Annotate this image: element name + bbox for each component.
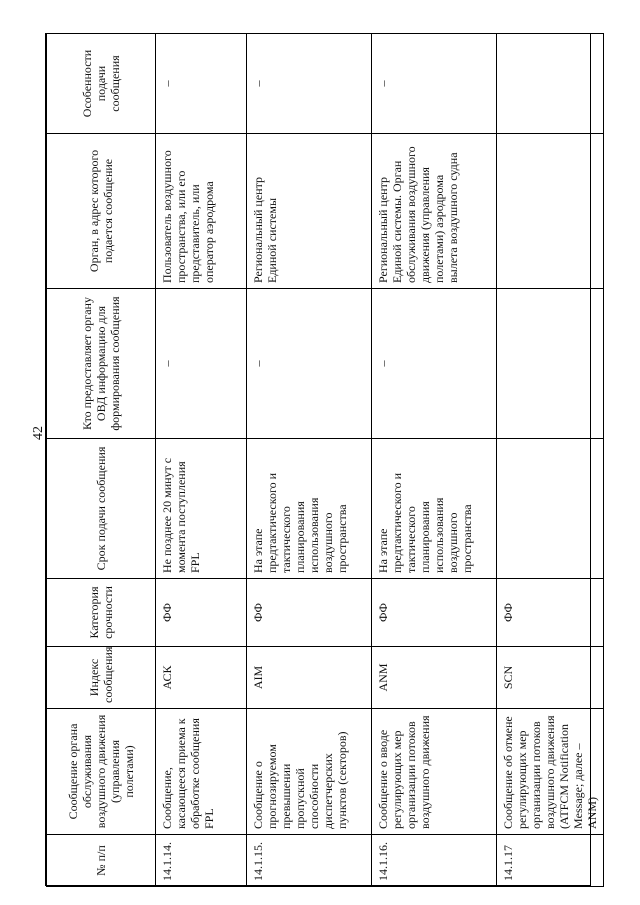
cell-deadline: На этапе предтактического и тактического планирования использования воздушного пространства — [247, 439, 372, 579]
cell-recipient: Пользователь воздушного пространства, или его представитель, или оператор аэродрома — [156, 134, 247, 289]
cell-provider: – — [247, 289, 372, 439]
table-row — [247, 34, 372, 887]
cell-message: Сообщение, касающееся приема к обработке сообщения FPL — [156, 709, 247, 835]
header-num: № п/п — [47, 835, 156, 887]
cell-recipient: Региональный центр Единой системы. Орган обслуживания воздушного движения (управления полетами) аэродрома вылета воздушного судна — [372, 134, 497, 289]
messages-table — [46, 33, 604, 887]
cell-deadline — [497, 439, 604, 579]
cell-num: 14.1.16. — [372, 835, 497, 887]
cell-message: Сообщение о вводе регулирующих мер организации потоков воздушного движения — [372, 709, 497, 835]
header-deadline: Срок подачи сообщения — [47, 439, 156, 579]
cell-urgency: ФФ — [372, 579, 497, 647]
cell-provider: – — [156, 289, 247, 439]
header-recipient: Орган, в адрес которого подается сообщение — [47, 134, 156, 289]
cell-index: SCN — [497, 647, 604, 709]
cell-num: 14.1.17 — [497, 835, 604, 887]
table-row — [497, 34, 604, 887]
cell-urgency: ФФ — [156, 579, 247, 647]
cell-message: Сообщение о прогнозируемом превышении пропускной способности диспетчерских пунктов (секторов) — [247, 709, 372, 835]
table-row — [372, 34, 497, 887]
rotated-table-container — [46, 34, 599, 887]
document-table-frame — [45, 33, 599, 886]
table-row — [156, 34, 247, 887]
cell-recipient — [497, 134, 604, 289]
header-message: Сообщение органа обслуживания воздушного движения (управления полетами) — [47, 709, 156, 835]
cell-recipient: Региональный центр Единой системы — [247, 134, 372, 289]
header-provider: Кто предоставляет органу ОВД информацию для формирования сообщения — [47, 289, 156, 439]
cell-features: – — [372, 34, 497, 134]
cell-provider — [497, 289, 604, 439]
cell-provider: – — [372, 289, 497, 439]
cell-features: – — [156, 34, 247, 134]
cell-deadline: На этапе предтактического и тактического планирования использования воздушного пространства — [372, 439, 497, 579]
page-number: 42 — [31, 426, 46, 440]
cell-num: 14.1.14. — [156, 835, 247, 887]
cell-message: Сообщение об отмене регулирующих мер организации потоков воздушного движения (ATFCM Notification Message; далее – ANM) — [497, 709, 604, 835]
cell-urgency: ФФ — [497, 579, 604, 647]
cell-index: АСК — [156, 647, 247, 709]
header-features: Особенности подачи сообщения — [47, 34, 156, 134]
cell-index: ANM — [372, 647, 497, 709]
cell-features — [497, 34, 604, 134]
cell-num: 14.1.15. — [247, 835, 372, 887]
cell-features: – — [247, 34, 372, 134]
cell-index: AIM — [247, 647, 372, 709]
cell-deadline: Не позднее 20 минут с момента поступления FPL — [156, 439, 247, 579]
cell-urgency: ФФ — [247, 579, 372, 647]
header-row — [47, 34, 156, 887]
header-index: Индекс сообщения — [47, 647, 156, 709]
header-urgency: Категория срочности — [47, 579, 156, 647]
